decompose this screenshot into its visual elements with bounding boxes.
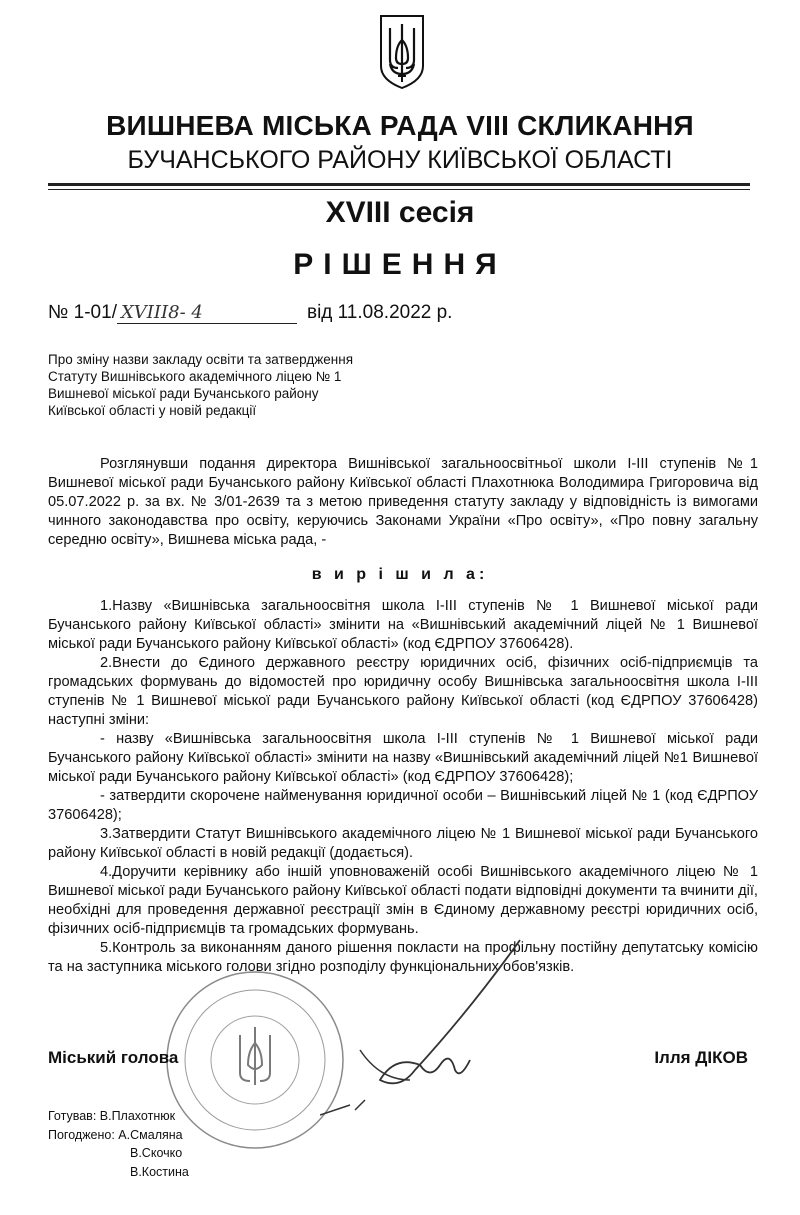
- item-4: 4.Доручити керівнику або іншій уповноваженій особі Вишнівського академічного ліцею № 1 Вишневої міської ради Бучанського району Київської області подати відповідні документи та вчинити дії, необхідні для проведення державної реєстрації змін в Єдиному державному реєстрі юридичних осіб, фізичних осіб-підприємців та громадських формувань.: [48, 864, 758, 937]
- handwritten-signature-icon: [320, 930, 620, 1130]
- district-title: БУЧАНСЬКОГО РАЙОНУ КИЇВСЬКОЇ ОБЛАСТІ: [127, 146, 673, 174]
- item-2: 2.Внести до Єдиного державного реєстру юридичних осіб, фізичних осіб-підприємців та громадських формувань до відомостей про юридичну особу Вишнівська загальноосвітня школа І-ІІІ ступенів № 1 Вишневої міської ради Бучанського району Київської області (код ЄДРПОУ 37606428) наступні зміни:: [48, 655, 758, 728]
- approval-block: [48, 1107, 189, 1181]
- document-type: РІШЕННЯ: [293, 248, 507, 281]
- subject-line: Статуту Вишнівського академічного ліцею № 1: [48, 369, 342, 384]
- preamble: [48, 455, 758, 550]
- agreed-by: В.Скочко: [130, 1146, 183, 1160]
- header-divider-thick: [48, 183, 750, 186]
- item-3: 3.Затвердити Статут Вишнівського академічного ліцею № 1 Вишневої міської ради Бучанського району Київської області в новій редакції (додається).: [48, 826, 758, 861]
- signature-title: Міський голова: [48, 1048, 179, 1067]
- prepared-by: Готував: В.Плахотнюк: [48, 1109, 176, 1123]
- decision-date: від 11.08.2022 р.: [306, 302, 453, 323]
- subject-line: Про зміну назви закладу освіти та затвердження: [48, 352, 354, 367]
- signatory-name: Ілля ДІКОВ: [654, 1048, 748, 1067]
- preamble-text: Розглянувши подання директора Вишнівської загальноосвітньої школи І-ІІІ ступенів №1 Вишневої міської ради Бучанського району Київської області Плахотнюка Володимира Григоровича від 05.07.2022 р. за вх. № 3/01-2639 та з метою приведення статуту закладу у відповідність із вимогами чинного законодавства про освіту, керуючись Законами України «Про освіту», «Про повну загальну середню освіту», Вишнева міська рада, -: [48, 456, 758, 548]
- resolution-items: [48, 597, 758, 977]
- resolved-heading: в и р і ш и л а:: [311, 566, 489, 583]
- agreed-by: В.Костина: [130, 1164, 189, 1179]
- header-divider-thin: [48, 189, 750, 190]
- item-2-subitem-a: - назву «Вишнівська загальноосвітня школа І-ІІІ ступенів № 1 Вишневої міської ради Бучанського району Київської області» змінити на назву «Вишнівський академічний ліцей №1 Вишневої міської ради Бучанського району Київської області» (код ЄДРПОУ 37606428);: [48, 731, 758, 785]
- decision-subject: [48, 351, 388, 419]
- handwritten-number: XVIII8- 4: [117, 302, 297, 324]
- trident-coat-of-arms-icon: [378, 14, 426, 90]
- subject-line: Київської області у новій редакції: [48, 403, 257, 418]
- agreed-by: Погоджено: А.Смаляна: [48, 1127, 183, 1142]
- subject-line: Вишневої міської ради Бучанського району: [48, 386, 319, 401]
- item-1: 1.Назву «Вишнівська загальноосвітня школа І-ІІІ ступенів № 1 Вишневої міської ради Бучанського району Київської області» змінити на «Вишнівський академічний ліцей № 1 Вишневої міської ради Бучанського району Київської області» (код ЄДРПОУ 37606428).: [48, 598, 758, 652]
- item-5: 5.Контроль за виконанням даного рішення покласти на профільну постійну депутатську комісію та на заступника міського голови згідно розподілу функціональних обов'язків.: [48, 940, 758, 975]
- decision-number-line: [48, 302, 452, 324]
- council-title: ВИШНЕВА МІСЬКА РАДА VIII СКЛИКАННЯ: [106, 110, 694, 141]
- item-2-subitem-b: - затвердити скорочене найменування юридичної особи – Вишнівський ліцей № 1 (код ЄДРПОУ 37606428);: [48, 788, 758, 823]
- decision-number-prefix: № 1-01/: [48, 302, 117, 323]
- session-title: XVIII сесія: [325, 196, 475, 229]
